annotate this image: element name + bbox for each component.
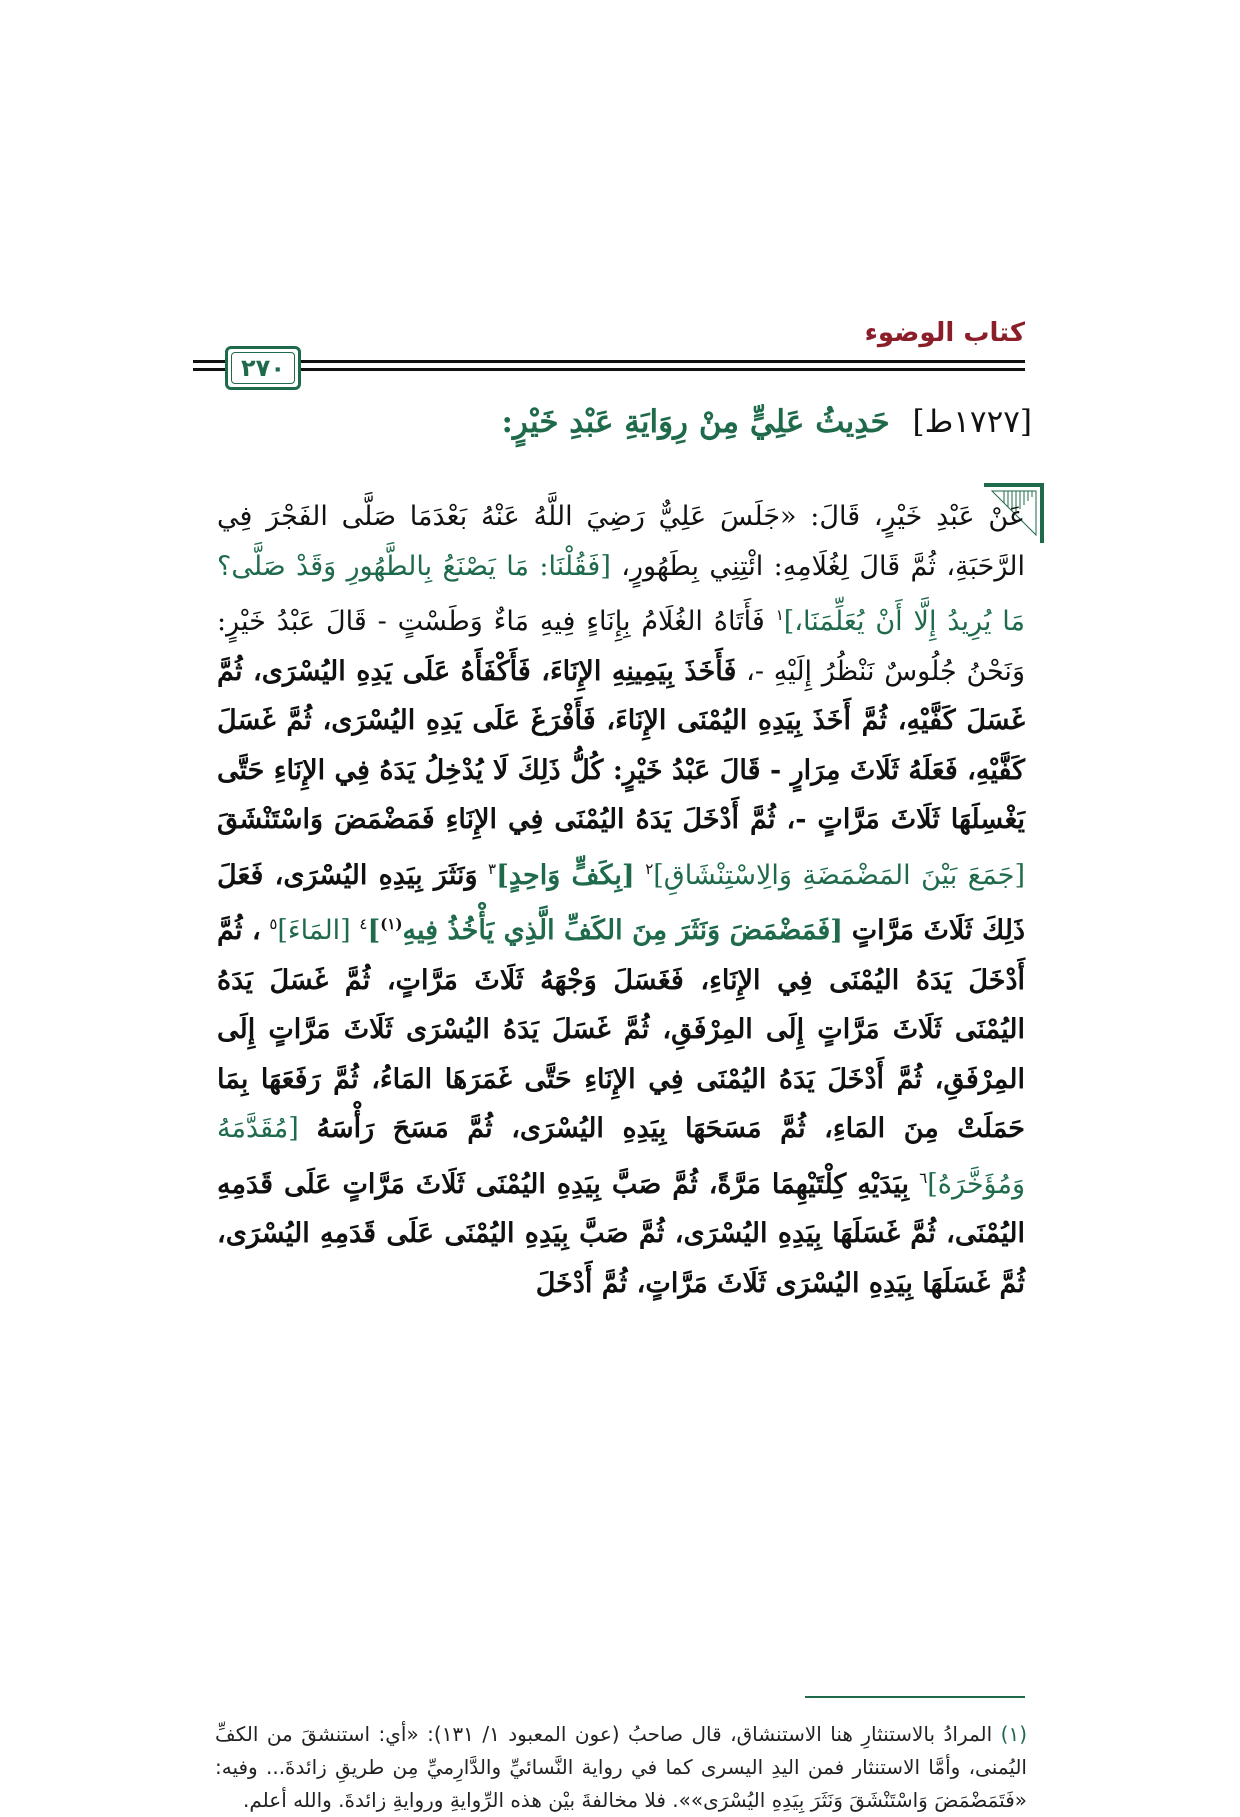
hadith-body xyxy=(217,492,1025,1308)
body-segment: وَنَثَرَ بِيَدِهِ اليُسْرَى، فَعَلَ ذَلِكَ ثَلَاثَ مَرَّاتٍ xyxy=(217,859,1025,946)
bracket-note: [فَقُلْنَا: مَا يَصْنَعُ بِالطَّهُورِ وَقَدْ صَلَّى؟ مَا يُرِيدُ إِلَّا أَنْ يُعَلِّمَنَا،] xyxy=(217,550,1025,637)
bracket-note: [جَمَعَ بَيْنَ المَضْمَضَةِ وَالِاسْتِنْشَاقِ] xyxy=(653,859,1026,891)
body-segment: عَنْ عَبْدِ خَيْرٍ، قَالَ: «جَلَسَ عَلِيٌّ رَضِيَ اللَّهُ عَنْهُ بَعْدَمَا صَلَّى الفَجْرَ فِي الرَّحَبَةِ، ثُمَّ قَالَ لِغُلَامِهِ: ائْتِنِي بِطَهُورٍ، xyxy=(217,501,1025,582)
bracket-text: [فَمَضْمَضَ وَنَثَرَ مِنَ الكَفِّ الَّذِي يَأْخُذُ فِيهِ xyxy=(402,915,844,946)
header-rule-top xyxy=(193,360,1025,363)
marker: ١ xyxy=(775,606,784,624)
bracket-note: [المَاءَ] xyxy=(277,915,351,946)
body-segment: فَأَخَذَ بِيَمِينِهِ الإِنَاءَ، فَأَكْفَأَهُ عَلَى يَدِهِ اليُسْرَى، ثُمَّ غَسَلَ كَفَّيْهِ، ثُمَّ أَخَذَ بِيَدِهِ اليُمْنَى الإِنَاءَ، فَأَفْرَغَ عَلَى يَدِهِ اليُسْرَى، ثُمَّ غَسَلَ كَفَّيْهِ، فَعَلَهُ ثَلَاثَ مِرَارٍ - قَالَ عَبْدُ خَيْرٍ: كُلُّ ذَلِكَ لَا يُدْخِلُ يَدَهُ فِي الإِنَاءِ حَتَّى يَغْسِلَهَا ثَلَاثَ مَرَّاتٍ -، ثُمَّ أَدْخَلَ يَدَهُ اليُمْنَى فِي الإِنَاءِ فَمَضْمَضَ وَاسْتَنْشَقَ xyxy=(217,655,1025,835)
footnote-divider xyxy=(805,1696,1025,1698)
marker: ٦ xyxy=(919,1168,928,1187)
bracket-note xyxy=(367,915,843,946)
hadith-number: [١٧٢٧ط] xyxy=(912,404,1032,440)
bracket-note: [مُقَدَّمَهُ وَمُؤَخَّرَهُ] xyxy=(217,1113,1025,1200)
footnote-ref[interactable]: (١) xyxy=(380,915,403,933)
marker: ٤ xyxy=(359,915,368,933)
header-rule-bottom xyxy=(193,368,1025,371)
footnote-number: (١) xyxy=(1000,1722,1027,1746)
body-segment: فَأَتَاهُ الغُلَامُ بِإِنَاءٍ فِيهِ مَاءٌ وَطَسْتٍ - قَالَ عَبْدُ خَيْرٍ: وَنَحْنُ جُلُوسٌ نَنْظُرُ إِلَيْهِ -، xyxy=(217,606,1025,687)
page-header xyxy=(193,318,1025,398)
page-number-frame xyxy=(231,352,295,384)
page-number xyxy=(225,346,301,390)
marker: ٥ xyxy=(269,915,278,933)
page-number-text: ٢٧٠ xyxy=(241,354,285,382)
marker: ٣ xyxy=(488,859,497,878)
footnote xyxy=(215,1718,1027,1817)
chapter-title: كتاب الوضوء xyxy=(864,318,1025,348)
hadith-heading xyxy=(212,404,1032,440)
body-segment: ، ثُمَّ أَدْخَلَ يَدَهُ اليُمْنَى فِي الإِنَاءِ، فَغَسَلَ وَجْهَهُ ثَلَاثَ مَرَّاتٍ، ثُمَّ غَسَلَ يَدَهُ اليُمْنَى ثَلَاثَ مَرَّاتٍ إِلَى المِرْفَقِ، ثُمَّ غَسَلَ يَدَهُ اليُسْرَى ثَلَاثَ مَرَّاتٍ إِلَى المِرْفَقِ، ثُمَّ أَدْخَلَ يَدَهُ اليُمْنَى فِي الإِنَاءِ حَتَّى غَمَرَهَا المَاءُ، ثُمَّ رَفَعَهَا بِمَا حَمَلَتْ مِنَ المَاءِ، ثُمَّ مَسَحَهَا بِيَدِهِ اليُسْرَى، ثُمَّ مَسَحَ رَأْسَهُ xyxy=(217,915,1025,1144)
footnote-text: المرادُ بالاستنثارِ هنا الاستنشاق، قال صاحبُ (عون المعبود ١/ ١٣١): «أي: استنشقَ من الكفِّ اليُمنى، وأمَّا الاستنثار فمن اليدِ اليسرى كما في رواية النَّسائيِّ والدَّارِميِّ مِن طريقِ زائدةَ... وفيه: «فَتَمَضْمَضَ وَاسْتَنْشَقَ وَنَثَرَ بِيَدِهِ اليُسْرَى»». فلا مخالفةَ بيْن هذه الرِّوايةِ وروايةِ زائدةَ. والله أعلم. xyxy=(215,1722,1027,1812)
bracket-close: ] xyxy=(367,915,381,946)
body-segment: بِيَدَيْهِ كِلْتَيْهِمَا مَرَّةً، ثُمَّ صَبَّ بِيَدِهِ اليُمْنَى ثَلَاثَ مَرَّاتٍ عَلَى قَدَمِهِ اليُمْنَى، ثُمَّ غَسَلَهَا بِيَدِهِ اليُسْرَى، ثُمَّ صَبَّ بِيَدِهِ اليُمْنَى عَلَى قَدَمِهِ اليُسْرَى، ثُمَّ غَسَلَهَا بِيَدِهِ اليُسْرَى ثَلَاثَ مَرَّاتٍ، ثُمَّ أَدْخَلَ xyxy=(217,1168,1025,1299)
hadith-title: حَدِيثُ عَلِيٍّ مِنْ رِوَايَةِ عَبْدِ خَيْرٍ: xyxy=(501,404,890,440)
bracket-note: [بِكَفٍّ وَاحِدٍ] xyxy=(496,859,635,891)
marker: ٢ xyxy=(645,859,654,878)
